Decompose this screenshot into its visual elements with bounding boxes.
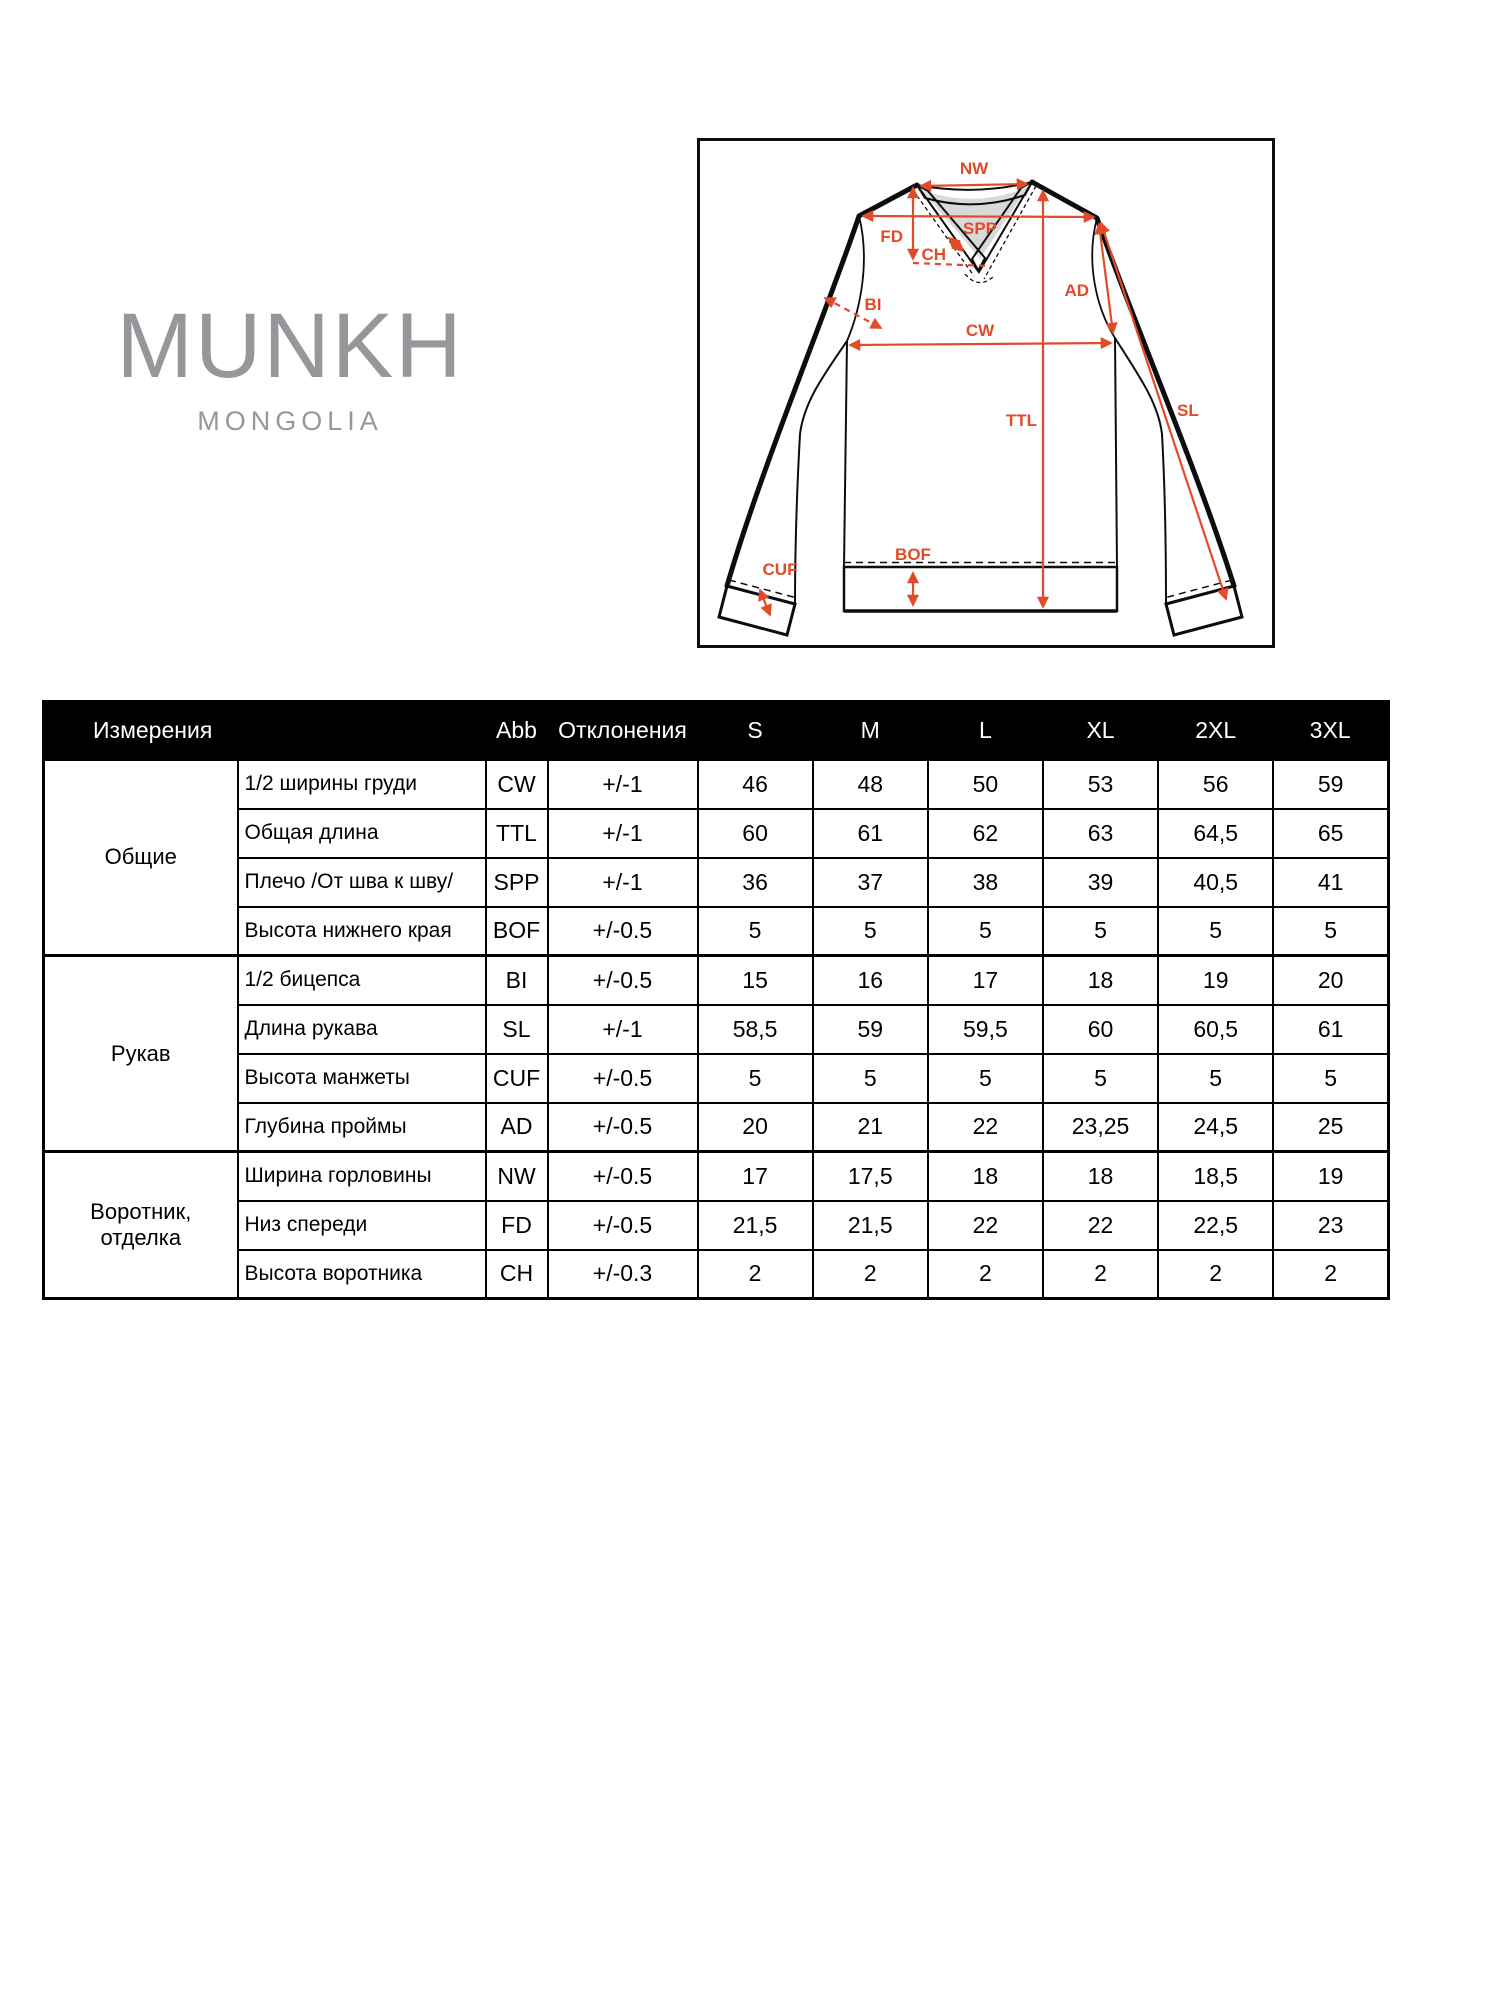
label-bof: BOF: [895, 545, 931, 564]
value-cell-3XL: 19: [1273, 1152, 1388, 1201]
label-ch: CH: [921, 245, 946, 264]
label-spp: SPP: [962, 219, 998, 238]
size-diagram: [697, 138, 1275, 648]
value-cell-L: 17: [928, 956, 1043, 1005]
measure-name-cell: Высота нижнего края: [238, 907, 486, 956]
value-cell-M: 17,5: [813, 1152, 928, 1201]
size-table: [42, 700, 1390, 1300]
label-ttl: TTL: [1005, 411, 1037, 430]
measure-name-cell: Низ спереди: [238, 1201, 486, 1250]
value-cell-M: 2: [813, 1250, 928, 1299]
value-cell-L: 5: [928, 1054, 1043, 1103]
value-cell-3XL: 65: [1273, 809, 1388, 858]
value-cell-M: 5: [813, 1054, 928, 1103]
value-cell-L: 22: [928, 1201, 1043, 1250]
table-row: [44, 1250, 1389, 1299]
value-cell-L: 50: [928, 760, 1043, 809]
value-cell-2XL: 60,5: [1158, 1005, 1273, 1054]
value-cell-XL: 23,25: [1043, 1103, 1158, 1152]
value-cell-XL: 39: [1043, 858, 1158, 907]
label-cw: CW: [965, 321, 995, 340]
value-cell-XL: 2: [1043, 1250, 1158, 1299]
brand-logo: [70, 295, 510, 437]
value-cell-2XL: 5: [1158, 1054, 1273, 1103]
header-size-3XL: 3XL: [1273, 702, 1388, 760]
value-cell-3XL: 59: [1273, 760, 1388, 809]
header-abb: Abb: [486, 702, 548, 760]
value-cell-3XL: 23: [1273, 1201, 1388, 1250]
abbreviation-cell: SPP: [486, 858, 548, 907]
label-ad: AD: [1064, 281, 1089, 300]
value-cell-2XL: 19: [1158, 956, 1273, 1005]
measure-name-cell: 1/2 ширины груди: [238, 760, 486, 809]
table-row: [44, 760, 1389, 809]
measure-name-cell: 1/2 бицепса: [238, 956, 486, 1005]
value-cell-S: 15: [698, 956, 813, 1005]
measure-name-cell: Плечо /От шва к шву/: [238, 858, 486, 907]
table-row: [44, 1152, 1389, 1201]
label-nw: NW: [959, 159, 989, 178]
brand-subtitle: MONGOLIA: [197, 406, 383, 436]
abbreviation-cell: CW: [486, 760, 548, 809]
tolerance-cell: +/-1: [548, 760, 698, 809]
value-cell-XL: 60: [1043, 1005, 1158, 1054]
value-cell-S: 58,5: [698, 1005, 813, 1054]
table-row: [44, 956, 1389, 1005]
tolerance-cell: +/-0.5: [548, 956, 698, 1005]
value-cell-M: 16: [813, 956, 928, 1005]
table-row: [44, 1103, 1389, 1152]
value-cell-S: 5: [698, 907, 813, 956]
measure-name-cell: Высота манжеты: [238, 1054, 486, 1103]
value-cell-3XL: 41: [1273, 858, 1388, 907]
label-fd: FD: [880, 227, 903, 246]
value-cell-S: 17: [698, 1152, 813, 1201]
tolerance-cell: +/-0.5: [548, 1103, 698, 1152]
value-cell-M: 21,5: [813, 1201, 928, 1250]
value-cell-M: 37: [813, 858, 928, 907]
abbreviation-cell: NW: [486, 1152, 548, 1201]
header-size-S: S: [698, 702, 813, 760]
value-cell-L: 59,5: [928, 1005, 1043, 1054]
value-cell-M: 61: [813, 809, 928, 858]
sweater-drawing: [697, 138, 1275, 648]
header-tolerance: Отклонения: [548, 702, 698, 760]
table-body: [44, 760, 1389, 1299]
value-cell-3XL: 20: [1273, 956, 1388, 1005]
value-cell-L: 22: [928, 1103, 1043, 1152]
label-sl: SL: [1177, 401, 1199, 420]
header-measure: Измерения: [44, 702, 486, 760]
label-cuf: CUF: [762, 560, 798, 579]
measure-name-cell: Ширина горловины: [238, 1152, 486, 1201]
tolerance-cell: +/-1: [548, 858, 698, 907]
value-cell-XL: 5: [1043, 1054, 1158, 1103]
abbreviation-cell: CH: [486, 1250, 548, 1299]
tolerance-cell: +/-0.5: [548, 1054, 698, 1103]
value-cell-XL: 53: [1043, 760, 1158, 809]
header-size-L: L: [928, 702, 1043, 760]
abbreviation-cell: SL: [486, 1005, 548, 1054]
header-size-XL: XL: [1043, 702, 1158, 760]
value-cell-3XL: 2: [1273, 1250, 1388, 1299]
tolerance-cell: +/-0.5: [548, 1201, 698, 1250]
abbreviation-cell: BOF: [486, 907, 548, 956]
measure-name-cell: Общая длина: [238, 809, 486, 858]
value-cell-3XL: 5: [1273, 1054, 1388, 1103]
group-cell: Рукав: [44, 956, 238, 1152]
brand-name: MUNKH: [116, 295, 464, 397]
measure-name-cell: Высота воротника: [238, 1250, 486, 1299]
table-header: [44, 702, 1389, 760]
table-row: [44, 809, 1389, 858]
value-cell-L: 18: [928, 1152, 1043, 1201]
measure-name-cell: Глубина проймы: [238, 1103, 486, 1152]
value-cell-S: 2: [698, 1250, 813, 1299]
table-row: [44, 1201, 1389, 1250]
value-cell-2XL: 56: [1158, 760, 1273, 809]
value-cell-2XL: 24,5: [1158, 1103, 1273, 1152]
table-row: [44, 1054, 1389, 1103]
value-cell-2XL: 64,5: [1158, 809, 1273, 858]
value-cell-2XL: 5: [1158, 907, 1273, 956]
value-cell-S: 46: [698, 760, 813, 809]
tolerance-cell: +/-0.3: [548, 1250, 698, 1299]
value-cell-3XL: 61: [1273, 1005, 1388, 1054]
abbreviation-cell: TTL: [486, 809, 548, 858]
value-cell-2XL: 18,5: [1158, 1152, 1273, 1201]
value-cell-3XL: 5: [1273, 907, 1388, 956]
tolerance-cell: +/-0.5: [548, 907, 698, 956]
value-cell-XL: 18: [1043, 956, 1158, 1005]
value-cell-L: 2: [928, 1250, 1043, 1299]
table-row: [44, 858, 1389, 907]
value-cell-2XL: 22,5: [1158, 1201, 1273, 1250]
value-cell-S: 36: [698, 858, 813, 907]
value-cell-2XL: 2: [1158, 1250, 1273, 1299]
value-cell-2XL: 40,5: [1158, 858, 1273, 907]
value-cell-L: 38: [928, 858, 1043, 907]
value-cell-S: 5: [698, 1054, 813, 1103]
measure-name-cell: Длина рукава: [238, 1005, 486, 1054]
value-cell-M: 48: [813, 760, 928, 809]
value-cell-S: 60: [698, 809, 813, 858]
value-cell-M: 5: [813, 907, 928, 956]
value-cell-L: 62: [928, 809, 1043, 858]
header-size-2XL: 2XL: [1158, 702, 1273, 760]
header-size-M: M: [813, 702, 928, 760]
tolerance-cell: +/-0.5: [548, 1152, 698, 1201]
value-cell-M: 21: [813, 1103, 928, 1152]
value-cell-XL: 22: [1043, 1201, 1158, 1250]
table-row: [44, 1005, 1389, 1054]
value-cell-XL: 63: [1043, 809, 1158, 858]
value-cell-S: 21,5: [698, 1201, 813, 1250]
abbreviation-cell: CUF: [486, 1054, 548, 1103]
group-cell: Общие: [44, 760, 238, 956]
tolerance-cell: +/-1: [548, 809, 698, 858]
table-row: [44, 907, 1389, 956]
value-cell-M: 59: [813, 1005, 928, 1054]
label-bi: BI: [864, 295, 882, 314]
abbreviation-cell: AD: [486, 1103, 548, 1152]
value-cell-S: 20: [698, 1103, 813, 1152]
value-cell-L: 5: [928, 907, 1043, 956]
value-cell-XL: 5: [1043, 907, 1158, 956]
value-cell-XL: 18: [1043, 1152, 1158, 1201]
abbreviation-cell: BI: [486, 956, 548, 1005]
abbreviation-cell: FD: [486, 1201, 548, 1250]
group-cell: Воротник, отделка: [44, 1152, 238, 1299]
tolerance-cell: +/-1: [548, 1005, 698, 1054]
value-cell-3XL: 25: [1273, 1103, 1388, 1152]
